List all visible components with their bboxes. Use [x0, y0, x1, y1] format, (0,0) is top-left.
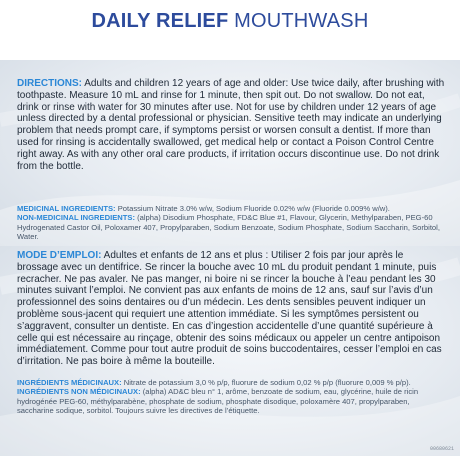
ingredients-non-medicinaux-text: (alpha) AD&C bleu n° 1, arôme, benzoate de sodium, eau, glycérine, huile de ricin hydrogénée PEG-60, méthylparabène, phosphate de sodium, phosphate disodique, poloxamère 407, propylparaben, saccharine sodique, sorbitol. Toujours suivre les directives de l’étiquette.: [17, 387, 419, 416]
directions-text: Adults and children 12 years of age and older: Use twice daily, after brushing with toothpaste. Measure 10 mL and rinse for 1 minute, then spit out. Do not swallow. Do not eat, drink or rinse with water for 30 minutes after use. Not for use by children under 12 years of age unless directed by a dental professional or physician. Sensitive teeth may indicate an underlying problem that needs prompt care, if symptoms persist or worsen consult a dentist. If more than used for rinsing is accidentally swallowed, get medical help or contact a Poison Control Centre right away. As with any other oral care products, if irritation occurs discontinue use. Do not drink from the bottle.: [17, 78, 445, 172]
title-regular: MOUTHWASH: [228, 10, 369, 32]
medicinal-label: MEDICINAL INGREDIENTS:: [17, 204, 116, 213]
directions-label: DIRECTIONS:: [17, 78, 82, 89]
english-panel: [0, 60, 460, 246]
page-title: [0, 10, 460, 33]
english-directions: [17, 78, 445, 172]
mode-emploi-text: Adultes et enfants de 12 ans et plus : Utiliser 2 fois par jour après le brossage avec un dentifrice. Se rincer la bouche avec 10 mL du produit pendant 1 minute, puis recracher. Ne pas avaler. Ne pas manger, ni boire ni se rincer la bouche à l’eau pendant les 30 minutes suivant l’emploi. Ne convient pas aux enfants de moins de 12 ans, sauf sur l’avis d’un professionnel des soins dentaires ou d’un médecin. Les dents sensibles peuvent indiquer un problème sous-jacent qui requiert une attention immédiate. Si les symptômes persistent ou s’aggravent, consulter un dentiste. En cas d’ingestion accidentelle d’une quantité supérieure à celle qui est nécessaire au rinçage, obtenir des soins médicaux ou appeler un centre antipoison immédiatement. Comme pour tout autre produit de soins buccodentaires, cesser l’emploi en cas d’irritation. Ne pas boire à même la bouteille.: [17, 250, 442, 368]
english-medicinal: [17, 204, 445, 213]
french-directions-block: [17, 250, 445, 368]
product-code: 00680621: [429, 446, 454, 452]
ingredients-medicinaux-text: Nitrate de potassium 3,0 % p/p, fluorure de sodium 0,02 % p/p (fluorure 0,009 % p/p).: [121, 378, 411, 387]
french-ingredients-block: [17, 378, 445, 416]
english-ingredients-block: [17, 204, 445, 242]
ingredients-non-medicinaux-label: INGRÉDIENTS NON MÉDICINAUX:: [17, 387, 141, 397]
french-panel: [0, 246, 460, 456]
mode-emploi-label: MODE D’EMPLOI:: [17, 250, 102, 261]
nonmedicinal-text: (alpha) Disodium Phosphate, FD&C Blue #1, Flavour, Glycerin, Methylparaben, PEG-60 Hydrogenated Castor Oil, Poloxamer 407, Propylparaben, Sodium Benzoate, Sodium Phosphate, Sodium Saccharin, Sorbitol, Water.: [17, 213, 440, 242]
french-directions: [17, 250, 445, 368]
header: [0, 0, 460, 60]
french-medicinal: [17, 378, 445, 387]
english-directions-block: [17, 78, 445, 172]
title-bold: DAILY RELIEF: [91, 10, 229, 32]
ingredients-medicinaux-label: INGRÉDIENTS MÉDICINAUX:: [17, 378, 122, 387]
english-nonmedicinal: [17, 213, 445, 241]
french-nonmedicinal: [17, 387, 445, 415]
medicinal-text: Potassium Nitrate 3.0% w/w, Sodium Fluoride 0.02% w/w (Fluoride 0.009% w/w).: [115, 204, 390, 213]
nonmedicinal-label: NON-MEDICINAL INGREDIENTS:: [17, 213, 135, 223]
